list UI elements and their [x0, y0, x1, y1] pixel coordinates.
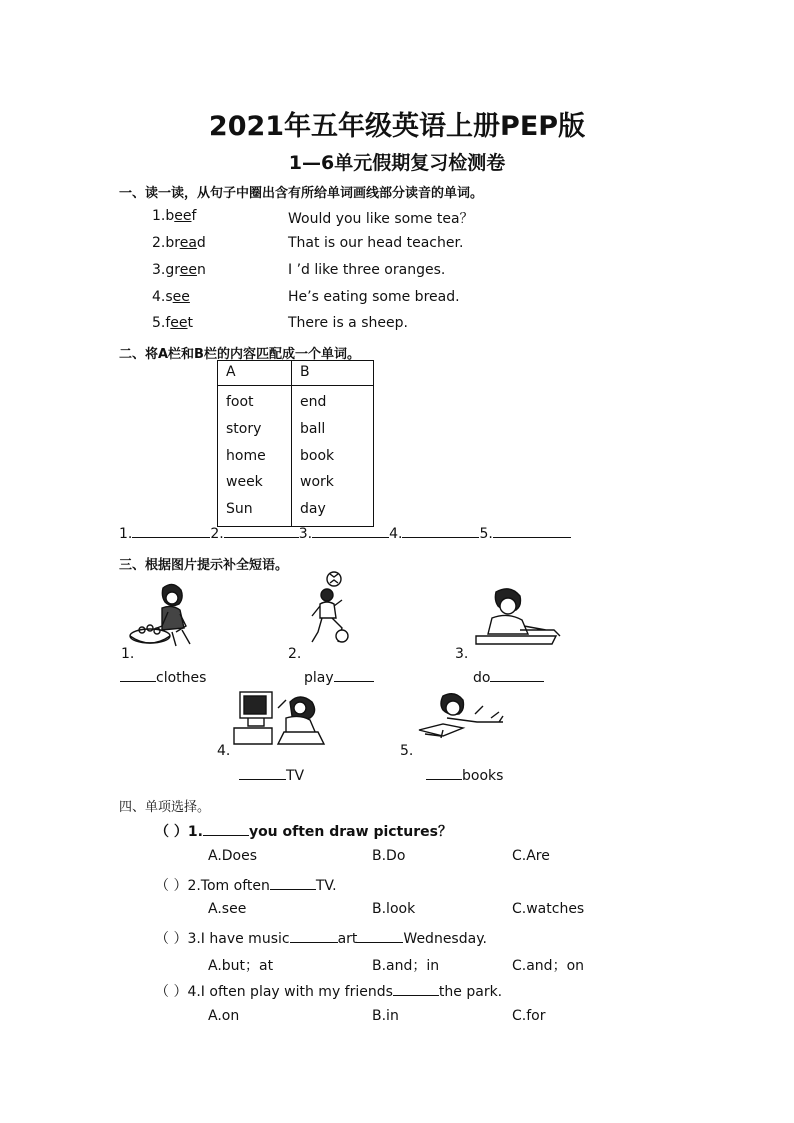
q4-option-a[interactable]: A.on	[208, 1008, 240, 1024]
pic-num-2: 2.	[288, 646, 302, 662]
reading-books-picture	[413, 692, 509, 748]
phrase-5: books	[426, 767, 503, 784]
word-item-4: 4.see	[152, 289, 190, 305]
question-4-blank[interactable]	[393, 983, 439, 996]
col-b	[292, 386, 374, 527]
col-a-word: week	[226, 474, 263, 491]
q3-option-b[interactable]: B.and；in	[372, 958, 440, 974]
q3-option-c[interactable]: C.and；on	[512, 958, 585, 974]
question-2-blank[interactable]	[270, 877, 316, 890]
pic-num-1: 1.	[121, 646, 135, 662]
sentence-5: There is a sheep.	[288, 315, 408, 331]
col-b-word: end	[300, 394, 327, 410]
col-a	[218, 386, 292, 527]
phrase-blank-1[interactable]	[120, 669, 156, 682]
sentence-1: Would you like some tea？	[288, 211, 474, 227]
phrase-3: do	[473, 669, 544, 686]
word-item-1: 1.beef	[152, 208, 197, 224]
watching-tv-picture	[232, 688, 328, 750]
col-b-word: ball	[300, 420, 326, 437]
answer-blank-1[interactable]	[132, 525, 210, 538]
pic-num-4: 4.	[217, 743, 231, 759]
phrase-1: clothes	[120, 669, 206, 686]
pic-num-3: 3.	[455, 646, 469, 662]
section2-heading: 二、将A栏和B栏的内容匹配成一个单词。	[119, 347, 360, 362]
q3-option-a[interactable]: A.but；at	[208, 958, 274, 974]
word-item-3: 3.green	[152, 262, 206, 278]
question-3-blank-2[interactable]	[357, 930, 403, 943]
phrase-blank-3[interactable]	[490, 669, 544, 682]
football-picture	[306, 570, 352, 656]
phrase-2: play	[304, 669, 374, 686]
col-a-word: Sun	[226, 501, 253, 518]
match-table	[217, 360, 374, 527]
q2-option-b[interactable]: B.look	[372, 901, 416, 917]
col-a-header: A	[218, 361, 292, 386]
q2-option-a[interactable]: A.see	[208, 901, 247, 917]
word-item-2: 2.bread	[152, 235, 206, 251]
page-subtitle: 1—6单元假期复习检测卷	[288, 152, 506, 174]
col-b-word: day	[300, 501, 326, 518]
question-1: （ ）1. you often draw pictures？	[155, 824, 452, 840]
phrase-blank-2[interactable]	[334, 669, 374, 682]
answer-blank-2[interactable]	[224, 525, 299, 538]
q2-option-c[interactable]: C.watches	[512, 901, 585, 917]
page-title: 2021年五年级英语上册PEP版	[208, 111, 586, 142]
col-b-word: work	[300, 474, 334, 491]
answer-line: 1. 2. 3. 4. 5.	[119, 525, 571, 542]
q1-option-b[interactable]: B.Do	[372, 848, 406, 864]
answer-blank-5[interactable]	[493, 525, 571, 538]
sentence-2: That is our head teacher.	[288, 235, 464, 251]
answer-blank-3[interactable]	[312, 525, 389, 538]
question-1-blank[interactable]	[203, 823, 249, 836]
q1-option-c[interactable]: C.Are	[512, 848, 550, 864]
question-3-blank-1[interactable]	[290, 930, 338, 943]
answer-blank-4[interactable]	[402, 525, 479, 538]
section3-heading: 三、根据图片提示补全短语。	[119, 558, 289, 573]
col-b-header: B	[292, 361, 374, 386]
section1-heading: 一、读一读，从句子中圈出含有所给单词画线部分读音的单词。	[119, 186, 484, 201]
question-3: （ ）3.I have music art Wednesday.	[155, 931, 487, 947]
q1-option-a[interactable]: A.Does	[208, 848, 258, 864]
word-item-5: 5.feet	[152, 315, 194, 331]
col-b-word: book	[300, 447, 335, 464]
homework-picture	[468, 586, 562, 648]
col-a-word: story	[226, 420, 262, 437]
section4-heading: 四、单项选择。	[119, 800, 211, 815]
washing-clothes-picture	[128, 580, 200, 650]
phrase-blank-4[interactable]	[239, 767, 286, 780]
col-a-word: home	[226, 447, 266, 464]
q4-option-b[interactable]: B.in	[372, 1008, 399, 1024]
sentence-4: He’s eating some bread.	[288, 289, 460, 305]
question-2: （ ）2.Tom often TV.	[155, 878, 337, 894]
q4-option-c[interactable]: C.for	[512, 1008, 546, 1024]
question-4: （ ）4.I often play with my friends the park.	[155, 984, 503, 1000]
pic-num-5: 5.	[400, 743, 414, 759]
phrase-blank-5[interactable]	[426, 767, 462, 780]
sentence-3: I ’d like three oranges.	[288, 262, 446, 278]
phrase-4: TV	[239, 767, 304, 784]
col-a-word: foot	[226, 394, 254, 410]
